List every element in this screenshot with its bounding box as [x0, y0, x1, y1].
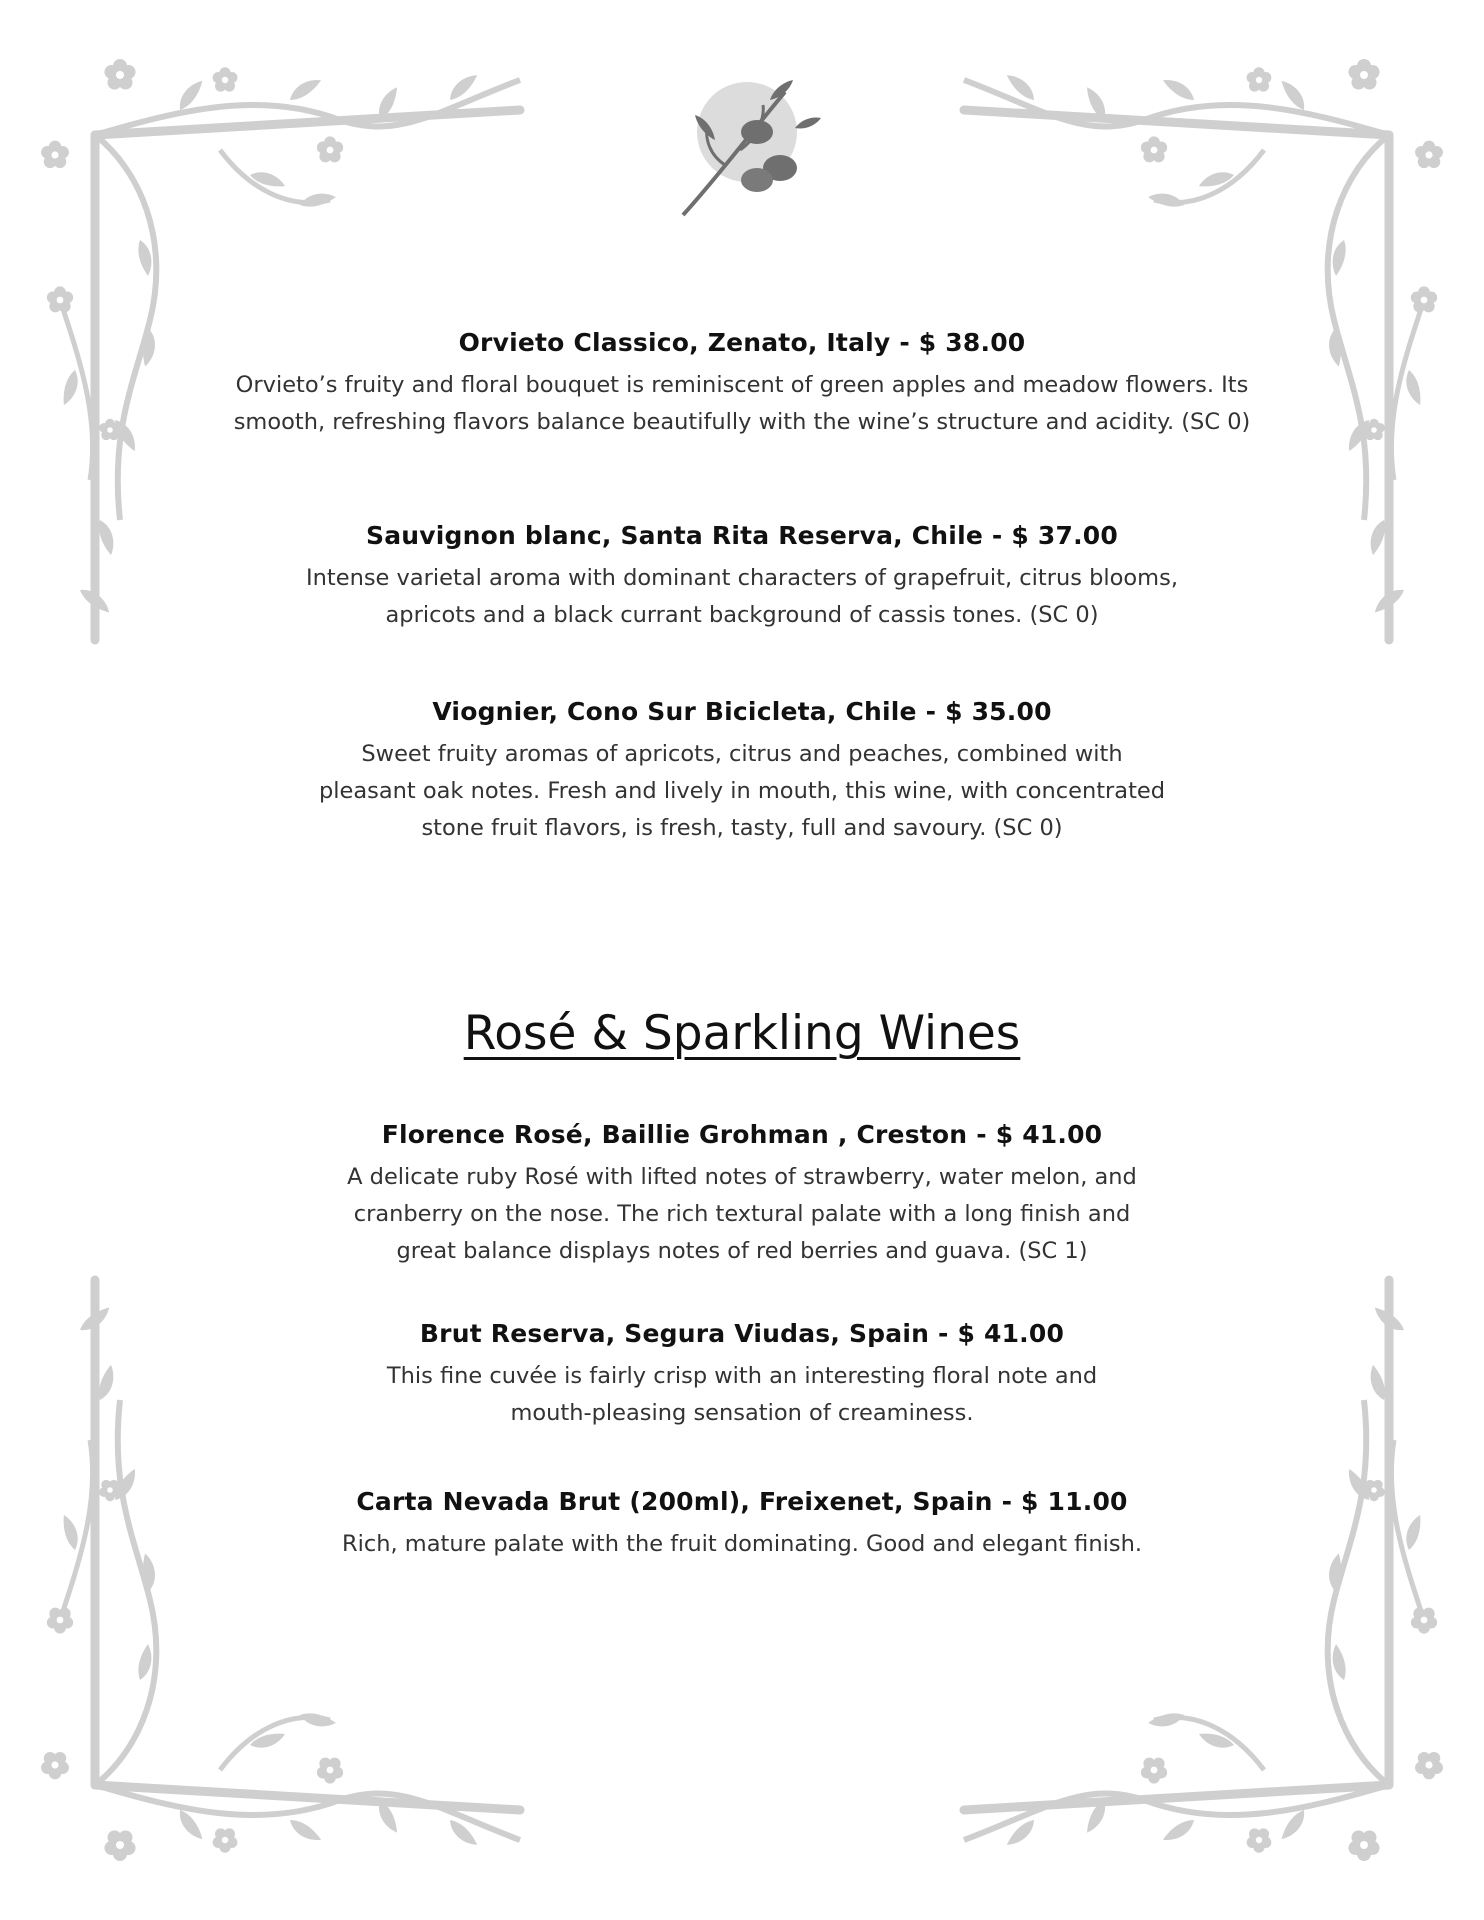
wine-title: Florence Rosé, Baillie Grohman , Creston - $ 41.00 — [381, 1120, 1103, 1149]
description-line: great balance displays notes of red berries and guava. (SC 1) — [396, 1238, 1088, 1264]
description-line: Sweet fruity aromas of apricots, citrus and peaches, combined with — [361, 741, 1123, 767]
description-line: pleasant oak notes. Fresh and lively in mouth, this wine, with concentrated — [318, 778, 1166, 804]
wine-description — [0, 736, 1484, 847]
wine-item — [0, 521, 1484, 634]
description-line: Orvieto’s fruity and floral bouquet is reminiscent of green apples and meadow flowers. Its — [235, 372, 1249, 398]
wine-item — [0, 1487, 1484, 1563]
wine-description — [0, 367, 1484, 441]
description-line: apricots and a black currant background of cassis tones. (SC 0) — [385, 602, 1099, 628]
wine-item — [0, 1319, 1484, 1432]
wine-description — [0, 1159, 1484, 1270]
description-line: Rich, mature palate with the fruit dominating. Good and elegant finish. — [341, 1531, 1143, 1557]
section-heading — [0, 1006, 1484, 1061]
description-line: Intense varietal aroma with dominant characters of grapefruit, citrus blooms, — [306, 565, 1178, 591]
description-line: smooth, refreshing flavors balance beautifully with the wine’s structure and acidity. (SC 0) — [233, 409, 1251, 435]
wine-description — [0, 560, 1484, 634]
description-line: This fine cuvée is fairly crisp with an interesting floral note and — [386, 1363, 1098, 1389]
wine-description — [0, 1358, 1484, 1432]
wine-title: Carta Nevada Brut (200ml), Freixenet, Spain - $ 11.00 — [356, 1487, 1128, 1516]
wine-description — [0, 1526, 1484, 1563]
description-line: stone fruit flavors, is fresh, tasty, full and savoury. (SC 0) — [421, 815, 1063, 841]
wine-item — [0, 1120, 1484, 1270]
description-line: A delicate ruby Rosé with lifted notes of strawberry, water melon, and — [347, 1164, 1137, 1190]
wine-item — [0, 697, 1484, 847]
section-heading-text: Rosé & Sparkling Wines — [463, 1006, 1021, 1061]
wine-title: Brut Reserva, Segura Viudas, Spain - $ 41.00 — [419, 1319, 1065, 1348]
wine-title: Orvieto Classico, Zenato, Italy - $ 38.00 — [458, 328, 1026, 357]
olive-branch-logo — [665, 80, 825, 220]
wine-title: Sauvignon blanc, Santa Rita Reserva, Chile - $ 37.00 — [366, 521, 1118, 550]
description-line: cranberry on the nose. The rich textural palate with a long finish and — [353, 1201, 1131, 1227]
wine-item — [0, 328, 1484, 441]
wine-title: Viognier, Cono Sur Bicicleta, Chile - $ 35.00 — [432, 697, 1052, 726]
description-line: mouth-pleasing sensation of creaminess. — [510, 1400, 974, 1426]
